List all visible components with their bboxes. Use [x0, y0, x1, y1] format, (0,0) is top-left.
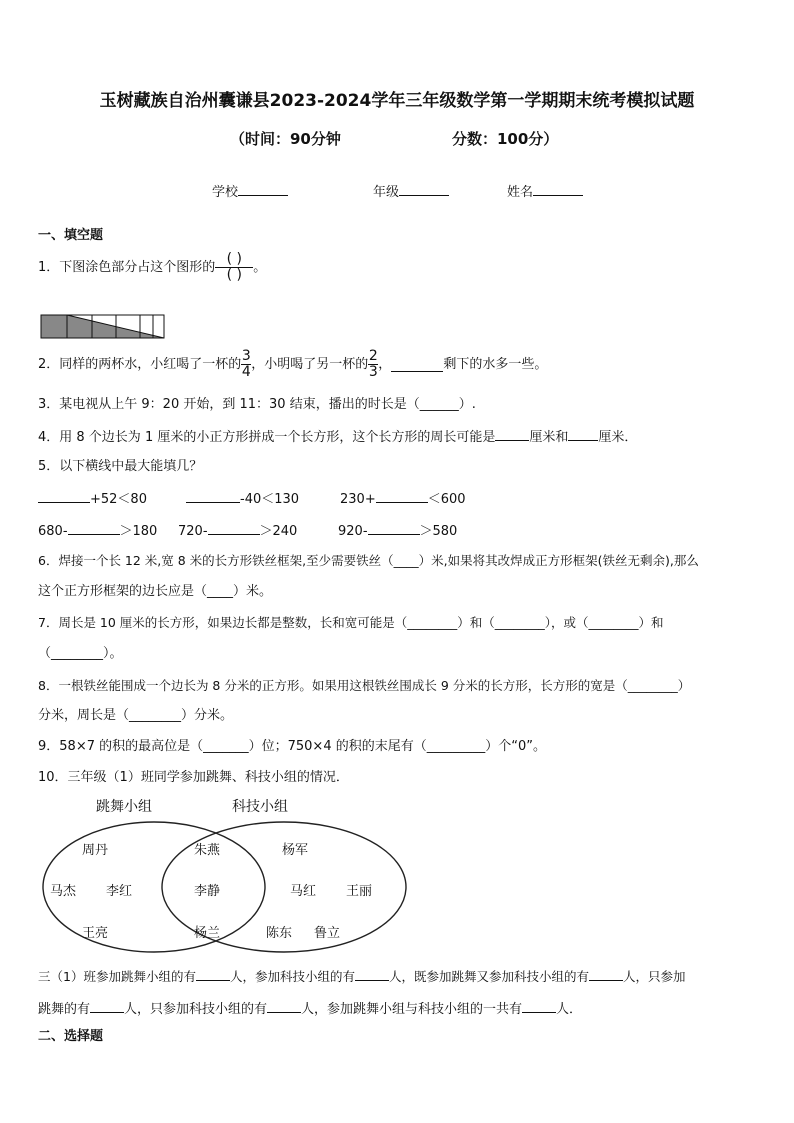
- page-title: 玉树藏族自治州囊谦县2023-2024学年三年级数学第一学期期末统考模拟试题: [99, 91, 695, 111]
- question-3: 3．某电视从上午 9：20 开始，到 11：30 结束，播出的时长是（______）.: [38, 397, 476, 412]
- q2-text-a: 2．同样的两杯水，小红喝了一杯的: [38, 356, 242, 372]
- q10b-text: 人，参加跳舞小组与科技小组的一共有: [301, 1002, 523, 1017]
- inequality-text: ＞580: [419, 524, 458, 539]
- q5-item: [338, 521, 457, 541]
- q10b-text: 人，既参加跳舞又参加科技小组的有: [388, 969, 589, 984]
- school-label: 学校: [212, 185, 239, 200]
- denominator: 4: [241, 364, 251, 380]
- blank: [376, 489, 428, 503]
- section-fill-in: 一、填空题: [38, 228, 104, 243]
- name-field: [507, 181, 583, 200]
- blank: [38, 489, 90, 503]
- q5-item: [38, 521, 157, 541]
- venn-name: 杨军: [282, 843, 309, 858]
- q2-fraction-2: [368, 349, 378, 380]
- question-4: [38, 427, 637, 447]
- shaded-rectangle-figure: [40, 314, 166, 340]
- shaded-left-cell: [41, 315, 67, 338]
- question-8-line-1: 8．一根铁丝能围成一个边长为 8 分米的正方形。如果用这根铁丝围成长 9 分米的长方形，长方形的宽是（________）: [38, 678, 691, 693]
- q1-fraction: [215, 252, 253, 283]
- q4-text-b: 厘米和: [529, 430, 569, 445]
- q10b-text: 跳舞的有: [38, 1002, 91, 1017]
- q4-blank-2: [568, 427, 598, 441]
- q10b-text: 人，参加科技小组的有: [229, 969, 355, 984]
- tech-group-title: 科技小组: [232, 799, 288, 815]
- venn-name: 鲁立: [314, 926, 341, 941]
- question-7-line-1: 7．周长是 10 厘米的长方形，如果边长都是整数，长和宽可能是（________）和（________），或（________）和: [38, 615, 664, 630]
- venn-name: 杨兰: [194, 926, 221, 941]
- question-10b-line-1: [38, 967, 686, 986]
- inequality-text: 680-: [38, 524, 68, 539]
- blank: [90, 999, 124, 1013]
- score-label: 分数：100分）: [452, 130, 559, 148]
- dance-group-title: 跳舞小组: [96, 799, 152, 815]
- question-1: [38, 252, 266, 283]
- venn-name: 朱燕: [194, 843, 221, 858]
- venn-name: 马杰: [50, 884, 77, 899]
- blank: [208, 521, 260, 535]
- blank: [589, 967, 623, 981]
- venn-name: 李红: [106, 884, 133, 899]
- inequality-text: ＞180: [119, 524, 158, 539]
- question-2: [38, 349, 547, 380]
- question-7-line-2: （________）。: [38, 646, 123, 661]
- q1-denominator: ( ): [226, 267, 242, 283]
- q10b-text: 三（1）班参加跳舞小组的有: [38, 969, 196, 984]
- inequality-text: 230+: [340, 492, 376, 507]
- name-label: 姓名: [507, 185, 534, 200]
- q4-text-a: 4．用 8 个边长为 1 厘米的小正方形拼成一个长方形，这个长方形的周长可能是: [38, 430, 496, 445]
- question-6-line-2: 这个正方形框架的边长应是（____）米。: [38, 584, 273, 599]
- q2-blank: [391, 358, 443, 372]
- venn-name: 王丽: [346, 884, 373, 899]
- q5-item: [186, 489, 299, 509]
- question-10b-line-2: [38, 999, 582, 1019]
- q4-text-c: 厘米．: [598, 430, 638, 445]
- denominator: 3: [368, 364, 378, 380]
- venn-name: 陈东: [266, 926, 293, 941]
- blank: [196, 967, 230, 981]
- q2-text-b: ，小明喝了另一杯的: [251, 356, 369, 372]
- inequality-text: 720-: [178, 524, 208, 539]
- q5-item: [178, 521, 297, 541]
- inequality-text: +52＜80: [90, 492, 147, 507]
- question-5-stem: 5．以下横线中最大能填几？: [38, 459, 203, 474]
- blank: [68, 521, 120, 535]
- q1-end: 。: [253, 259, 267, 275]
- q5-item: [340, 489, 466, 509]
- q2-fraction-1: [241, 349, 251, 380]
- dance-group-ellipse: [43, 822, 265, 952]
- school-field: [212, 181, 288, 200]
- venn-name: 李静: [194, 884, 221, 899]
- inequality-text: ＜600: [427, 492, 466, 507]
- numerator: 2: [368, 348, 378, 364]
- blank: [522, 999, 556, 1013]
- q10b-text: 人，只参加: [623, 969, 686, 984]
- q4-blank-1: [495, 427, 529, 441]
- blank: [355, 967, 389, 981]
- q1-numerator: ( ): [226, 251, 242, 267]
- inequality-text: 920-: [338, 524, 368, 539]
- numerator: 3: [241, 348, 251, 364]
- school-blank: [238, 182, 288, 196]
- section-multiple-choice: 二、选择题: [38, 1029, 104, 1044]
- venn-name: 周丹: [82, 843, 109, 858]
- blank: [267, 999, 301, 1013]
- venn-name: 王亮: [82, 926, 109, 941]
- question-9: 9．58×7 的积的最高位是（_______）位；750×4 的积的末尾有（_________）个“0”。: [38, 739, 546, 754]
- q5-item: [38, 489, 147, 509]
- blank: [186, 489, 240, 503]
- venn-name: 马红: [290, 884, 317, 899]
- question-6-line-1: 6．焊接一个长 12 米,宽 8 米的长方形铁丝框架,至少需要铁丝（____）米,如果将其改焊成正方形框架(铁丝无剩余),那么: [38, 553, 699, 568]
- q1-text: 1．下图涂色部分占这个图形的: [38, 259, 216, 275]
- time-label: （时间：90分钟: [230, 130, 341, 148]
- grade-field: [373, 181, 449, 200]
- name-blank: [533, 182, 583, 196]
- question-10: 10．三年级（1）班同学参加跳舞、科技小组的情况．: [38, 770, 349, 785]
- inequality-text: ＞240: [259, 524, 298, 539]
- q10b-text: 人．: [556, 1002, 583, 1017]
- q2-text-d: 剩下的水多一些。: [443, 356, 548, 372]
- blank: [368, 521, 420, 535]
- inequality-text: -40＜130: [240, 492, 300, 507]
- grade-blank: [399, 182, 449, 196]
- grade-label: 年级: [373, 185, 400, 200]
- q2-text-c: ，: [378, 356, 392, 372]
- question-8-line-2: 分米，周长是（________）分米。: [38, 708, 234, 723]
- q10b-text: 人，只参加科技小组的有: [124, 1002, 268, 1017]
